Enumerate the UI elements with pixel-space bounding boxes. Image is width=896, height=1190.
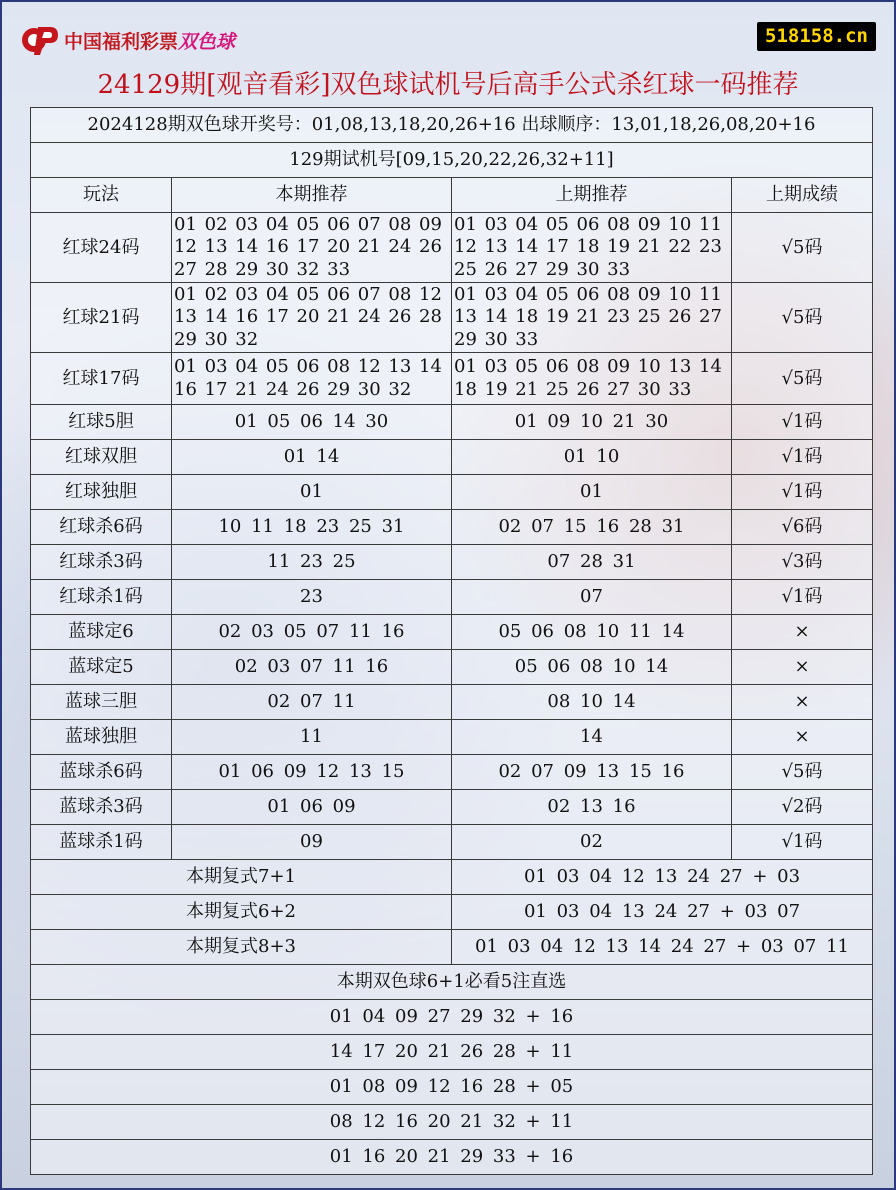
recommendation-table xyxy=(30,107,873,1175)
current-recommendation: 01 02 03 04 05 06 07 08 12 13 14 16 17 20 21 24 26 28 29 30 32 xyxy=(172,283,452,353)
current-recommendation: 02 07 11 xyxy=(172,685,452,720)
compound-row xyxy=(31,860,873,895)
table-row xyxy=(31,825,873,860)
picks-title: 本期双色球6+1必看5注直选 xyxy=(31,965,873,1000)
table-row xyxy=(31,720,873,755)
play-name: 红球杀6码 xyxy=(31,510,172,545)
previous-recommendation: 01 xyxy=(452,475,732,510)
play-name: 红球杀3码 xyxy=(31,545,172,580)
previous-result: √1码 xyxy=(732,440,873,475)
play-name: 蓝球定6 xyxy=(31,615,172,650)
column-header-row xyxy=(31,178,873,213)
previous-recommendation: 02 xyxy=(452,825,732,860)
previous-result: √2码 xyxy=(732,790,873,825)
previous-recommendation: 08 10 14 xyxy=(452,685,732,720)
current-recommendation: 09 xyxy=(172,825,452,860)
pick-row xyxy=(31,1105,873,1140)
play-name: 红球24码 xyxy=(31,213,172,283)
compound-row xyxy=(31,930,873,965)
play-name: 红球21码 xyxy=(31,283,172,353)
pick-numbers: 01 08 09 12 16 28 + 05 xyxy=(31,1070,873,1105)
compound-label: 本期复式6+2 xyxy=(31,895,452,930)
play-name: 蓝球三胆 xyxy=(31,685,172,720)
previous-recommendation: 07 xyxy=(452,580,732,615)
current-recommendation: 11 23 25 xyxy=(172,545,452,580)
previous-recommendation: 01 03 04 05 06 08 09 10 11 12 13 14 17 18 19 21 22 23 25 26 27 29 30 33 xyxy=(452,213,732,283)
previous-recommendation: 14 xyxy=(452,720,732,755)
table-row xyxy=(31,615,873,650)
previous-result: × xyxy=(732,650,873,685)
current-recommendation: 01 06 09 xyxy=(172,790,452,825)
column-header-previous: 上期推荐 xyxy=(452,178,732,213)
pick-numbers: 14 17 20 21 26 28 + 11 xyxy=(31,1035,873,1070)
picks-title-row xyxy=(31,965,873,1000)
pick-row xyxy=(31,1000,873,1035)
pick-numbers: 01 04 09 27 29 32 + 16 xyxy=(31,1000,873,1035)
pick-numbers: 08 12 16 20 21 32 + 11 xyxy=(31,1105,873,1140)
current-recommendation: 02 03 07 11 16 xyxy=(172,650,452,685)
table-row xyxy=(31,545,873,580)
column-header-result: 上期成绩 xyxy=(732,178,873,213)
previous-result: × xyxy=(732,615,873,650)
welfare-lottery-logo-icon xyxy=(20,23,60,57)
page-title: 24129期[观音看彩]双色球试机号后高手公式杀红球一码推荐 xyxy=(97,70,799,100)
column-header-play: 玩法 xyxy=(31,178,172,213)
current-recommendation: 01 02 03 04 05 06 07 08 09 12 13 14 16 17 20 21 24 26 27 28 29 30 32 33 xyxy=(172,213,452,283)
current-recommendation: 01 05 06 14 30 xyxy=(172,405,452,440)
header xyxy=(2,2,894,102)
previous-recommendation: 01 03 05 06 08 09 10 13 14 18 19 21 25 26 27 30 33 xyxy=(452,353,732,405)
play-name: 蓝球杀3码 xyxy=(31,790,172,825)
compound-label: 本期复式7+1 xyxy=(31,860,452,895)
pick-row xyxy=(31,1035,873,1070)
play-name: 红球双胆 xyxy=(31,440,172,475)
logo-ssq-text: 双色球 xyxy=(178,30,236,53)
play-name: 蓝球独胆 xyxy=(31,720,172,755)
current-recommendation: 11 xyxy=(172,720,452,755)
compound-numbers: 01 03 04 12 13 14 24 27 + 03 07 11 xyxy=(452,930,873,965)
current-recommendation: 01 03 04 05 06 08 12 13 14 16 17 21 24 26 29 30 32 xyxy=(172,353,452,405)
previous-result: × xyxy=(732,720,873,755)
site-badge[interactable]: 518158.cn xyxy=(757,22,876,51)
previous-result: √1码 xyxy=(732,475,873,510)
pick-row xyxy=(31,1070,873,1105)
current-recommendation: 10 11 18 23 25 31 xyxy=(172,510,452,545)
previous-recommendation: 01 09 10 21 30 xyxy=(452,405,732,440)
logo-text: 中国福利彩票双色球 xyxy=(64,30,236,53)
play-name: 红球独胆 xyxy=(31,475,172,510)
pick-numbers: 01 16 20 21 29 33 + 16 xyxy=(31,1140,873,1175)
play-name: 蓝球杀6码 xyxy=(31,755,172,790)
pick-row xyxy=(31,1140,873,1175)
column-header-current: 本期推荐 xyxy=(172,178,452,213)
previous-result: √6码 xyxy=(732,510,873,545)
table-row xyxy=(31,650,873,685)
previous-result: √3码 xyxy=(732,545,873,580)
play-name: 蓝球定5 xyxy=(31,650,172,685)
previous-result: √1码 xyxy=(732,580,873,615)
previous-result: √5码 xyxy=(732,353,873,405)
table-row xyxy=(31,580,873,615)
trial-number-row xyxy=(31,143,873,178)
table-row xyxy=(31,353,873,405)
previous-recommendation: 02 07 15 16 28 31 xyxy=(452,510,732,545)
compound-numbers: 01 03 04 12 13 24 27 + 03 xyxy=(452,860,873,895)
table-row xyxy=(31,510,873,545)
table-row xyxy=(31,405,873,440)
draw-result-row xyxy=(31,108,873,143)
table-row xyxy=(31,213,873,283)
table-row xyxy=(31,283,873,353)
previous-recommendation: 01 10 xyxy=(452,440,732,475)
play-name: 红球杀1码 xyxy=(31,580,172,615)
previous-result: √5码 xyxy=(732,755,873,790)
table-row xyxy=(31,685,873,720)
table-row xyxy=(31,790,873,825)
compound-label: 本期复式8+3 xyxy=(31,930,452,965)
previous-result: × xyxy=(732,685,873,720)
current-recommendation: 01 06 09 12 13 15 xyxy=(172,755,452,790)
compound-numbers: 01 03 04 13 24 27 + 03 07 xyxy=(452,895,873,930)
previous-result: √5码 xyxy=(732,213,873,283)
play-name: 红球5胆 xyxy=(31,405,172,440)
previous-recommendation: 01 03 04 05 06 08 09 10 11 13 14 18 19 21 23 25 26 27 29 30 33 xyxy=(452,283,732,353)
previous-recommendation: 05 06 08 10 14 xyxy=(452,650,732,685)
trial-number: 129期试机号[09,15,20,22,26,32+11] xyxy=(31,143,873,178)
previous-recommendation: 02 07 09 13 15 16 xyxy=(452,755,732,790)
previous-result: √1码 xyxy=(732,825,873,860)
previous-result: √5码 xyxy=(732,283,873,353)
current-recommendation: 02 03 05 07 11 16 xyxy=(172,615,452,650)
previous-recommendation: 02 13 16 xyxy=(452,790,732,825)
table-row xyxy=(31,440,873,475)
play-name: 蓝球杀1码 xyxy=(31,825,172,860)
current-recommendation: 01 14 xyxy=(172,440,452,475)
previous-result: √1码 xyxy=(732,405,873,440)
draw-result: 2024128期双色球开奖号：01,08,13,18,20,26+16 出球顺序：13,01,18,26,08,20+16 xyxy=(31,108,873,143)
previous-recommendation: 07 28 31 xyxy=(452,545,732,580)
previous-recommendation: 05 06 08 10 11 14 xyxy=(452,615,732,650)
table-row xyxy=(31,475,873,510)
lottery-logo xyxy=(20,22,235,58)
current-recommendation: 23 xyxy=(172,580,452,615)
current-recommendation: 01 xyxy=(172,475,452,510)
compound-row xyxy=(31,895,873,930)
table-row xyxy=(31,755,873,790)
play-name: 红球17码 xyxy=(31,353,172,405)
